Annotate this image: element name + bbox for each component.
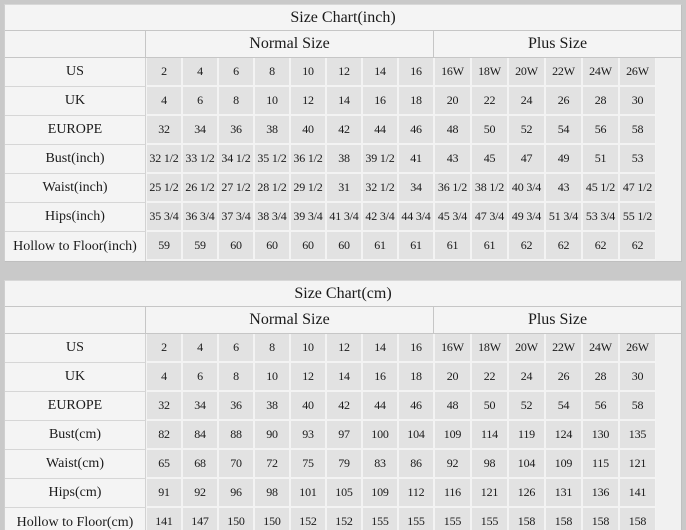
size-value-cell: 34 1/2 <box>218 145 254 174</box>
size-value-cell: 60 <box>326 232 362 261</box>
size-value-cell: 44 <box>362 116 398 145</box>
table-row <box>5 174 681 203</box>
corner-cell <box>5 31 146 58</box>
table-row <box>5 116 681 145</box>
size-value-cell: 12 <box>326 58 362 87</box>
size-value-cell: 53 <box>619 145 656 174</box>
size-value-cell: 45 3/4 <box>434 203 471 232</box>
size-value-cell: 86 <box>398 450 434 479</box>
size-value-cell: 43 <box>545 174 582 203</box>
size-value-cell: 33 1/2 <box>182 145 218 174</box>
size-value-cell: 10 <box>254 363 290 392</box>
size-value-cell: 10 <box>254 87 290 116</box>
size-value-cell: 155 <box>434 508 471 530</box>
size-value-cell: 31 <box>326 174 362 203</box>
size-value-cell: 2 <box>146 334 182 363</box>
filler-cell <box>656 392 681 421</box>
size-value-cell: 65 <box>146 450 182 479</box>
size-value-cell: 59 <box>146 232 182 261</box>
size-value-cell: 22 <box>471 87 508 116</box>
size-value-cell: 152 <box>290 508 326 530</box>
size-value-cell: 121 <box>619 450 656 479</box>
size-value-cell: 51 <box>582 145 619 174</box>
size-value-cell: 75 <box>290 450 326 479</box>
size-value-cell: 92 <box>182 479 218 508</box>
size-value-cell: 126 <box>508 479 545 508</box>
size-value-cell: 20 <box>434 363 471 392</box>
size-value-cell: 34 <box>182 116 218 145</box>
normal-size-header: Normal Size <box>146 307 434 334</box>
size-value-cell: 40 <box>290 392 326 421</box>
size-value-cell: 16 <box>362 363 398 392</box>
size-chart-inch <box>4 4 682 262</box>
size-value-cell: 14 <box>326 363 362 392</box>
table-row <box>5 392 681 421</box>
size-value-cell: 48 <box>434 116 471 145</box>
size-value-cell: 43 <box>434 145 471 174</box>
size-value-cell: 58 <box>619 392 656 421</box>
size-value-cell: 47 1/2 <box>619 174 656 203</box>
size-value-cell: 50 <box>471 116 508 145</box>
size-value-cell: 36 3/4 <box>182 203 218 232</box>
size-value-cell: 4 <box>146 363 182 392</box>
size-value-cell: 26 <box>545 363 582 392</box>
size-value-cell: 45 <box>471 145 508 174</box>
row-label: US <box>5 334 146 363</box>
size-value-cell: 6 <box>182 87 218 116</box>
size-value-cell: 105 <box>326 479 362 508</box>
table-title-row <box>5 5 681 31</box>
size-value-cell: 6 <box>218 58 254 87</box>
normal-size-header: Normal Size <box>146 31 434 58</box>
filler-cell <box>656 87 681 116</box>
size-value-cell: 35 1/2 <box>254 145 290 174</box>
size-value-cell: 40 3/4 <box>508 174 545 203</box>
size-value-cell: 4 <box>146 87 182 116</box>
size-value-cell: 109 <box>434 421 471 450</box>
size-value-cell: 72 <box>254 450 290 479</box>
size-value-cell: 112 <box>398 479 434 508</box>
plus-size-header: Plus Size <box>434 307 681 334</box>
table-title: Size Chart(inch) <box>5 5 681 31</box>
size-value-cell: 70 <box>218 450 254 479</box>
size-value-cell: 46 <box>398 116 434 145</box>
size-value-cell: 4 <box>182 334 218 363</box>
size-value-cell: 100 <box>362 421 398 450</box>
filler-cell <box>656 58 681 87</box>
size-value-cell: 49 <box>545 145 582 174</box>
size-value-cell: 36 1/2 <box>434 174 471 203</box>
size-value-cell: 49 3/4 <box>508 203 545 232</box>
filler-cell <box>656 479 681 508</box>
size-value-cell: 50 <box>471 392 508 421</box>
size-value-cell: 61 <box>398 232 434 261</box>
size-value-cell: 10 <box>290 334 326 363</box>
size-value-cell: 90 <box>254 421 290 450</box>
filler-cell <box>656 203 681 232</box>
size-value-cell: 93 <box>290 421 326 450</box>
size-value-cell: 26 <box>545 87 582 116</box>
size-value-cell: 42 3/4 <box>362 203 398 232</box>
table-row <box>5 363 681 392</box>
row-label: Hips(inch) <box>5 203 146 232</box>
size-value-cell: 52 <box>508 392 545 421</box>
size-value-cell: 18W <box>471 58 508 87</box>
row-label: UK <box>5 363 146 392</box>
table-row <box>5 334 681 363</box>
size-value-cell: 96 <box>218 479 254 508</box>
size-value-cell: 155 <box>471 508 508 530</box>
size-value-cell: 26W <box>619 58 656 87</box>
size-value-cell: 53 3/4 <box>582 203 619 232</box>
filler-cell <box>656 116 681 145</box>
size-value-cell: 8 <box>218 363 254 392</box>
row-label: Waist(inch) <box>5 174 146 203</box>
size-value-cell: 54 <box>545 116 582 145</box>
size-value-cell: 28 <box>582 363 619 392</box>
size-value-cell: 32 <box>146 392 182 421</box>
size-value-cell: 68 <box>182 450 218 479</box>
size-value-cell: 26 1/2 <box>182 174 218 203</box>
size-value-cell: 38 1/2 <box>471 174 508 203</box>
size-value-cell: 158 <box>619 508 656 530</box>
size-value-cell: 109 <box>545 450 582 479</box>
table-row <box>5 58 681 87</box>
filler-cell <box>656 174 681 203</box>
table-row <box>5 145 681 174</box>
size-value-cell: 158 <box>508 508 545 530</box>
size-value-cell: 12 <box>290 363 326 392</box>
filler-cell <box>656 334 681 363</box>
size-value-cell: 24W <box>582 334 619 363</box>
row-label: Bust(cm) <box>5 421 146 450</box>
size-value-cell: 8 <box>254 334 290 363</box>
size-value-cell: 114 <box>471 421 508 450</box>
table-row <box>5 450 681 479</box>
filler-cell <box>656 145 681 174</box>
size-value-cell: 60 <box>218 232 254 261</box>
row-label: Bust(inch) <box>5 145 146 174</box>
size-value-cell: 4 <box>182 58 218 87</box>
group-header-row <box>5 31 681 58</box>
corner-cell <box>5 307 146 334</box>
size-value-cell: 39 3/4 <box>290 203 326 232</box>
size-value-cell: 36 <box>218 392 254 421</box>
size-value-cell: 51 3/4 <box>545 203 582 232</box>
size-value-cell: 61 <box>471 232 508 261</box>
size-value-cell: 152 <box>326 508 362 530</box>
size-value-cell: 131 <box>545 479 582 508</box>
size-value-cell: 14 <box>362 334 398 363</box>
size-value-cell: 18 <box>398 87 434 116</box>
size-value-cell: 26W <box>619 334 656 363</box>
size-chart-cm-body <box>5 334 681 530</box>
size-value-cell: 38 <box>254 392 290 421</box>
size-value-cell: 42 <box>326 392 362 421</box>
size-value-cell: 136 <box>582 479 619 508</box>
row-label: Hollow to Floor(cm) <box>5 508 146 530</box>
size-value-cell: 62 <box>619 232 656 261</box>
size-value-cell: 155 <box>398 508 434 530</box>
size-value-cell: 150 <box>254 508 290 530</box>
size-value-cell: 20 <box>434 87 471 116</box>
size-value-cell: 34 <box>182 392 218 421</box>
size-value-cell: 18 <box>398 363 434 392</box>
table-row <box>5 203 681 232</box>
size-value-cell: 158 <box>582 508 619 530</box>
size-value-cell: 16 <box>362 87 398 116</box>
row-label: Hollow to Floor(inch) <box>5 232 146 261</box>
size-value-cell: 97 <box>326 421 362 450</box>
row-label: Waist(cm) <box>5 450 146 479</box>
size-value-cell: 92 <box>434 450 471 479</box>
size-value-cell: 38 <box>326 145 362 174</box>
size-value-cell: 41 3/4 <box>326 203 362 232</box>
size-value-cell: 8 <box>254 58 290 87</box>
size-value-cell: 45 1/2 <box>582 174 619 203</box>
size-value-cell: 104 <box>508 450 545 479</box>
size-value-cell: 115 <box>582 450 619 479</box>
size-value-cell: 47 3/4 <box>471 203 508 232</box>
size-value-cell: 150 <box>218 508 254 530</box>
size-value-cell: 38 3/4 <box>254 203 290 232</box>
table-row <box>5 87 681 116</box>
filler-cell <box>656 232 681 261</box>
size-chart-cm <box>4 280 682 530</box>
size-value-cell: 48 <box>434 392 471 421</box>
size-value-cell: 60 <box>290 232 326 261</box>
size-value-cell: 32 <box>146 116 182 145</box>
row-label: Hips(cm) <box>5 479 146 508</box>
size-value-cell: 6 <box>218 334 254 363</box>
size-value-cell: 16 <box>398 334 434 363</box>
size-value-cell: 24 <box>508 363 545 392</box>
size-value-cell: 56 <box>582 392 619 421</box>
size-value-cell: 147 <box>182 508 218 530</box>
size-value-cell: 36 1/2 <box>290 145 326 174</box>
size-value-cell: 98 <box>254 479 290 508</box>
size-value-cell: 14 <box>362 58 398 87</box>
size-value-cell: 91 <box>146 479 182 508</box>
size-value-cell: 119 <box>508 421 545 450</box>
size-value-cell: 16 <box>398 58 434 87</box>
table-title-row <box>5 281 681 307</box>
filler-cell <box>656 363 681 392</box>
size-value-cell: 30 <box>619 87 656 116</box>
group-header-row <box>5 307 681 334</box>
row-label: EUROPE <box>5 392 146 421</box>
size-value-cell: 44 <box>362 392 398 421</box>
size-value-cell: 27 1/2 <box>218 174 254 203</box>
size-value-cell: 83 <box>362 450 398 479</box>
table-row <box>5 232 681 261</box>
size-value-cell: 20W <box>508 58 545 87</box>
size-value-cell: 2 <box>146 58 182 87</box>
size-value-cell: 121 <box>471 479 508 508</box>
table-row <box>5 508 681 530</box>
size-value-cell: 34 <box>398 174 434 203</box>
size-value-cell: 8 <box>218 87 254 116</box>
size-value-cell: 40 <box>290 116 326 145</box>
size-value-cell: 54 <box>545 392 582 421</box>
filler-cell <box>656 508 681 530</box>
table-title: Size Chart(cm) <box>5 281 681 307</box>
row-label: UK <box>5 87 146 116</box>
plus-size-header: Plus Size <box>434 31 681 58</box>
size-value-cell: 42 <box>326 116 362 145</box>
size-value-cell: 14 <box>326 87 362 116</box>
size-value-cell: 46 <box>398 392 434 421</box>
size-value-cell: 22 <box>471 363 508 392</box>
size-value-cell: 82 <box>146 421 182 450</box>
size-value-cell: 28 <box>582 87 619 116</box>
size-chart-inch-table <box>4 4 682 262</box>
table-row <box>5 421 681 450</box>
filler-cell <box>656 450 681 479</box>
size-value-cell: 101 <box>290 479 326 508</box>
size-value-cell: 79 <box>326 450 362 479</box>
size-value-cell: 16W <box>434 334 471 363</box>
size-value-cell: 62 <box>508 232 545 261</box>
size-value-cell: 29 1/2 <box>290 174 326 203</box>
size-value-cell: 25 1/2 <box>146 174 182 203</box>
size-chart-cm-table <box>4 280 682 530</box>
size-value-cell: 88 <box>218 421 254 450</box>
size-value-cell: 104 <box>398 421 434 450</box>
size-value-cell: 59 <box>182 232 218 261</box>
size-value-cell: 10 <box>290 58 326 87</box>
size-value-cell: 58 <box>619 116 656 145</box>
size-value-cell: 32 1/2 <box>146 145 182 174</box>
filler-cell <box>656 421 681 450</box>
size-value-cell: 158 <box>545 508 582 530</box>
size-value-cell: 60 <box>254 232 290 261</box>
size-value-cell: 18W <box>471 334 508 363</box>
size-value-cell: 61 <box>434 232 471 261</box>
size-value-cell: 36 <box>218 116 254 145</box>
size-value-cell: 38 <box>254 116 290 145</box>
size-value-cell: 6 <box>182 363 218 392</box>
size-value-cell: 141 <box>146 508 182 530</box>
size-value-cell: 24 <box>508 87 545 116</box>
size-value-cell: 116 <box>434 479 471 508</box>
size-value-cell: 130 <box>582 421 619 450</box>
size-value-cell: 32 1/2 <box>362 174 398 203</box>
size-value-cell: 20W <box>508 334 545 363</box>
size-value-cell: 56 <box>582 116 619 145</box>
table-row <box>5 479 681 508</box>
size-value-cell: 155 <box>362 508 398 530</box>
size-value-cell: 12 <box>290 87 326 116</box>
size-value-cell: 109 <box>362 479 398 508</box>
row-label: US <box>5 58 146 87</box>
size-value-cell: 30 <box>619 363 656 392</box>
size-value-cell: 84 <box>182 421 218 450</box>
size-chart-inch-body <box>5 58 681 261</box>
size-value-cell: 24W <box>582 58 619 87</box>
size-value-cell: 62 <box>545 232 582 261</box>
size-value-cell: 12 <box>326 334 362 363</box>
size-value-cell: 41 <box>398 145 434 174</box>
size-value-cell: 37 3/4 <box>218 203 254 232</box>
size-value-cell: 61 <box>362 232 398 261</box>
size-value-cell: 35 3/4 <box>146 203 182 232</box>
size-value-cell: 39 1/2 <box>362 145 398 174</box>
row-label: EUROPE <box>5 116 146 145</box>
size-value-cell: 44 3/4 <box>398 203 434 232</box>
size-value-cell: 47 <box>508 145 545 174</box>
size-value-cell: 28 1/2 <box>254 174 290 203</box>
size-value-cell: 135 <box>619 421 656 450</box>
size-value-cell: 62 <box>582 232 619 261</box>
size-value-cell: 55 1/2 <box>619 203 656 232</box>
size-value-cell: 141 <box>619 479 656 508</box>
size-value-cell: 16W <box>434 58 471 87</box>
size-value-cell: 22W <box>545 58 582 87</box>
size-value-cell: 98 <box>471 450 508 479</box>
size-value-cell: 52 <box>508 116 545 145</box>
size-value-cell: 22W <box>545 334 582 363</box>
size-value-cell: 124 <box>545 421 582 450</box>
